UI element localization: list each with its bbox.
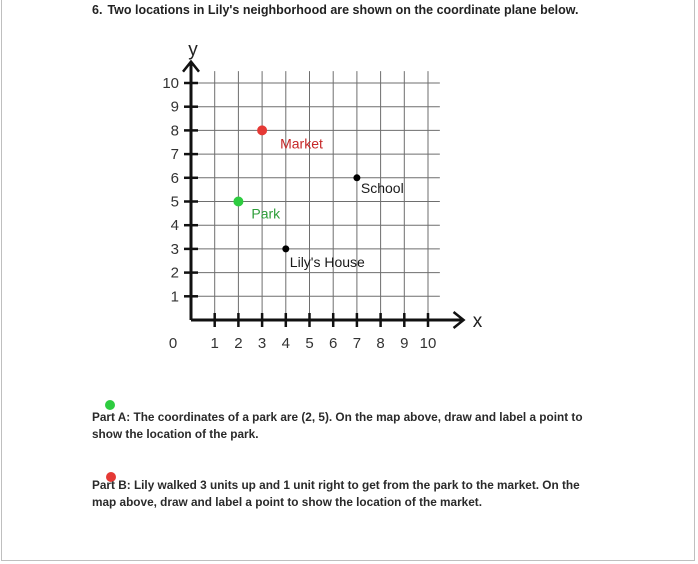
y-tick-label: 2 xyxy=(170,264,179,282)
x-tick-label: 4 xyxy=(281,335,290,352)
y-tick-label: 3 xyxy=(170,240,179,258)
part-b-text: Part B: Lily walked 3 units up and 1 unit right to get from the park to the market. On the map above, draw and label a point to show the location of the market. xyxy=(92,478,580,509)
x-tick-label: 1 xyxy=(210,335,219,352)
x-tick-label: 10 xyxy=(419,335,437,352)
x-tick-label: 7 xyxy=(352,335,362,352)
x-tick-label: 3 xyxy=(257,335,267,352)
x-tick-label: 8 xyxy=(376,335,385,352)
market-label: Market xyxy=(280,135,323,152)
y-tick-label: 4 xyxy=(170,217,179,235)
x-tick-label: 2 xyxy=(234,335,243,352)
x-tick-label: 9 xyxy=(400,335,409,352)
y-tick-label: 7 xyxy=(170,146,179,164)
y-tick-label: 6 xyxy=(170,169,179,187)
y-axis-label: y xyxy=(188,39,198,61)
origin-label: 0 xyxy=(168,335,178,352)
market-point xyxy=(257,125,267,135)
question-text: Two locations in Lily's neighborhood are shown on the coordinate plane below. xyxy=(107,3,579,17)
school-point xyxy=(353,174,360,181)
lily-s-house-point xyxy=(282,245,289,252)
y-tick-label: 9 xyxy=(170,98,179,116)
y-tick-label: 8 xyxy=(170,122,179,140)
x-tick-label: 6 xyxy=(329,335,338,352)
park-label: Park xyxy=(251,205,281,222)
y-tick-label: 5 xyxy=(170,193,179,211)
part-a-text: Part A: The coordinates of a park are (2, 5). On the map above, draw and label a point to show the location of the park. xyxy=(92,410,583,441)
lily-s-house-label: Lily's House xyxy=(289,253,365,270)
x-tick-label: 5 xyxy=(305,335,314,352)
y-tick-label: 1 xyxy=(170,288,179,306)
y-tick-label: 10 xyxy=(162,75,179,92)
x-axis-label: x xyxy=(472,311,483,332)
school-label: School xyxy=(360,179,404,196)
park-point xyxy=(233,197,243,207)
question-number: 6. xyxy=(92,3,103,17)
